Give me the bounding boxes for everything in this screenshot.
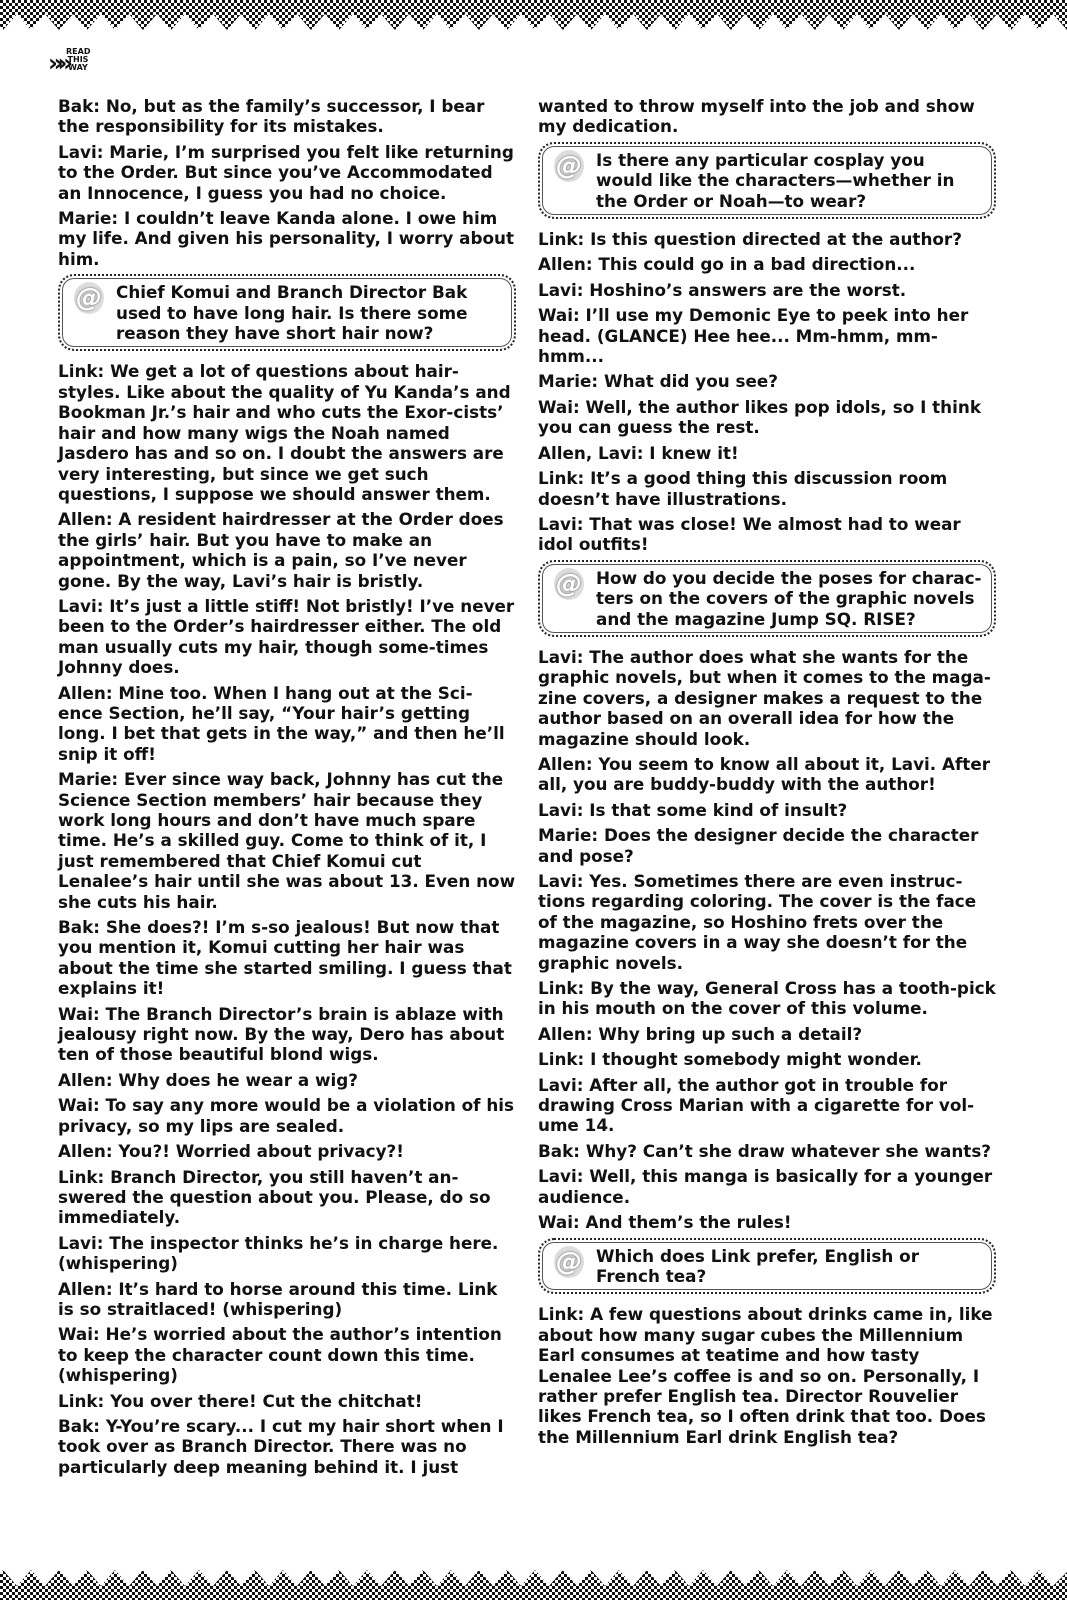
dialogue-paragraph: Marie: Does the designer decide the character and pose? — [538, 825, 979, 866]
dialogue-paragraph: Lavi: The inspector thinks he’s in charge here. (whispering) — [58, 1232, 499, 1274]
dialogue-paragraph: Lavi: The author does what she wants for the graphic novels, but when it comes to the maga-zine covers, a designer makes a request to the author based on an overall idea for how the magazine should look. — [538, 646, 991, 749]
question-text: Is there any particular cosplay you would like the characters—whether in the Order or Noah—to wear? — [596, 149, 955, 211]
zigzag-border-top — [0, 0, 1067, 38]
at-sign-icon: @ — [556, 1246, 582, 1277]
question-text: How do you decide the poses for charac-ters on the covers of the graphic novels and the magazine Jump SQ. RISE? — [596, 567, 982, 629]
dialogue-paragraph: Marie: I couldn’t leave Kanda alone. I owe him my life. And given his personality, I worry about him. — [58, 208, 514, 269]
dialogue-paragraph: Allen: Why bring up such a detail? — [538, 1023, 863, 1044]
read-this-way-badge — [48, 46, 128, 80]
read-label-line: WAY — [68, 63, 88, 72]
dialogue-paragraph: Lavi: Hoshino’s answers are the worst. — [538, 279, 907, 300]
read-this-way-label — [66, 48, 90, 72]
dialogue-paragraph: Wai: The Branch Director’s brain is ablaze with jealousy right now. By the way, Dero has about ten of those beautiful blond wigs. — [58, 1003, 505, 1065]
double-chevron-right-icon: »» — [48, 49, 68, 77]
dialogue-paragraph: Marie: What did you see? — [538, 371, 778, 392]
at-sign-icon: @ — [556, 150, 582, 181]
dialogue-paragraph: Allen, Lavi: I knew it! — [538, 442, 739, 463]
read-label-line: THIS — [67, 55, 89, 64]
dialogue-paragraph: Wai: To say any more would be a violation of his privacy, so my lips are sealed. — [58, 1095, 515, 1136]
dialogue-paragraph: Allen: Why does he wear a wig? — [58, 1069, 359, 1090]
dialogue-paragraph: Link: We get a lot of questions about hair-styles. Like about the quality of Yu Kanda’s and Bookman Jr.’s hair and who cuts the Exor-cists’ hair and how many wigs the Noah named Jasdero has and so on. I doubt the answers are very interesting, but since we get such questions, I suppose we should answer them. — [58, 361, 511, 504]
dialogue-paragraph: Lavi: Is that some kind of insult? — [538, 799, 848, 820]
question-box — [538, 1238, 996, 1295]
dialogue-paragraph: Link: Branch Director, you still haven’t an-swered the question about you. Please, do so immediately. — [58, 1166, 491, 1228]
right-column — [538, 96, 996, 1452]
dialogue-paragraph: Link: It’s a good thing this discussion room doesn’t have illustrations. — [538, 468, 948, 509]
at-sign-icon: @ — [556, 568, 582, 599]
dialogue-paragraph: Allen: This could go in a bad direction... — [538, 254, 916, 275]
question-text: Which does Link prefer, English or French tea? — [596, 1245, 919, 1286]
dialogue-paragraph: Lavi: Yes. Sometimes there are even instruc-tions regarding coloring. The cover is the face of the magazine, so Hoshino frets over the magazine covers in a way she doesn’t for the graphic novels. — [538, 871, 977, 973]
dialogue-paragraph: Lavi: After all, the author got in trouble for drawing Cross Marian with a cigarette for vol-ume 14. — [538, 1074, 975, 1136]
dialogue-paragraph: Link: I thought somebody might wonder. — [538, 1049, 922, 1070]
dialogue-paragraph: Bak: Why? Can’t she draw whatever she wants? — [538, 1140, 992, 1161]
dialogue-paragraph: Bak: She does?! I’m s-so jealous! But now that you mention it, Komui cutting her hair was about the time she started smiling. I guess that explains it! — [58, 917, 512, 999]
dialogue-paragraph: Bak: Y-You’re scary... I cut my hair short when I took over as Branch Director. There was no particularly deep meaning behind it. I just — [58, 1415, 504, 1477]
read-label-line: READ — [66, 47, 91, 56]
dialogue-paragraph: Link: You over there! Cut the chitchat! — [58, 1390, 423, 1411]
dialogue-paragraph: Allen: It’s hard to horse around this time. Link is so straitlaced! (whispering) — [58, 1278, 498, 1319]
dialogue-paragraph: Wai: He’s worried about the author’s intention to keep the character count down this time. (whispering) — [58, 1324, 502, 1386]
question-box — [58, 274, 516, 351]
dialogue-paragraph: Lavi: It’s just a little stiff! Not bristly! I’ve never been to the Order’s hairdresser either. The old man usually cuts my hair, though some-times Johnny does. — [58, 595, 515, 678]
dialogue-paragraph: Lavi: Marie, I’m surprised you felt like returning to the Order. But since you’ve Accommodated an Innocence, I guess you had no choice. — [58, 141, 514, 203]
dialogue-paragraph: Marie: Ever since way back, Johnny has cut the Science Section members’ hair because they work long hours and don’t have much spare time. He’s a skilled guy. Come to think of it, I just remembered that Chief Komui cut Lenalee’s hair until she was about 13. Even now she cuts his hair. — [58, 769, 516, 912]
left-column — [58, 96, 516, 1482]
zigzag-border-bottom — [0, 1562, 1067, 1600]
dialogue-paragraph: Lavi: That was close! We almost had to wear idol outfits! — [538, 513, 961, 555]
dialogue-paragraph: Allen: Mine too. When I hang out at the Sci-ence Section, he’ll say, “Your hair’s getting long. I bet that gets in the way,” and then he’ll snip it off! — [58, 682, 505, 764]
dialogue-paragraph: Allen: You?! Worried about privacy?! — [58, 1141, 404, 1162]
dialogue-paragraph: Wai: And them’s the rules! — [538, 1212, 792, 1233]
dialogue-paragraph: Wai: I’ll use my Demonic Eye to peek into her head. (GLANCE) Hee hee... Mm-hmm, mm-hmm... — [538, 305, 969, 367]
dialogue-paragraph: Allen: You seem to know all about it, Lavi. After all, you are buddy-buddy with the author! — [538, 753, 990, 795]
dialogue-paragraph: Link: By the way, General Cross has a tooth-pick in his mouth on the cover of this volume. — [538, 978, 996, 1019]
question-box — [538, 560, 996, 637]
dialogue-paragraph: Wai: Well, the author likes pop idols, so I think you can guess the rest. — [538, 396, 981, 438]
dialogue-paragraph: Link: A few questions about drinks came in, like about how many sugar cubes the Millennium Earl consumes at teatime and how tasty Lenalee Lee’s coffee is and so on. Personally, I rather prefer English tea. Director Rouvelier likes French tea, so I often drink that too. Does the Millennium Earl drink English tea? — [538, 1304, 993, 1447]
question-box — [538, 142, 996, 219]
at-sign-icon: @ — [76, 283, 102, 314]
dialogue-paragraph: Lavi: Well, this manga is basically for a younger audience. — [538, 1166, 993, 1207]
dialogue-paragraph: wanted to throw myself into the job and show my dedication. — [538, 96, 975, 137]
question-text: Chief Komui and Branch Director Bak used to have long hair. Is there some reason they have short hair now? — [116, 282, 468, 344]
dialogue-paragraph: Allen: A resident hairdresser at the Order does the girls’ hair. But you have to make an appointment, which is a pain, so I’ve never gone. By the way, Lavi’s hair is bristly. — [58, 509, 504, 591]
dialogue-paragraph: Link: Is this question directed at the author? — [538, 229, 962, 250]
dialogue-paragraph: Bak: No, but as the family’s successor, I bear the responsibility for its mistakes. — [58, 96, 485, 137]
